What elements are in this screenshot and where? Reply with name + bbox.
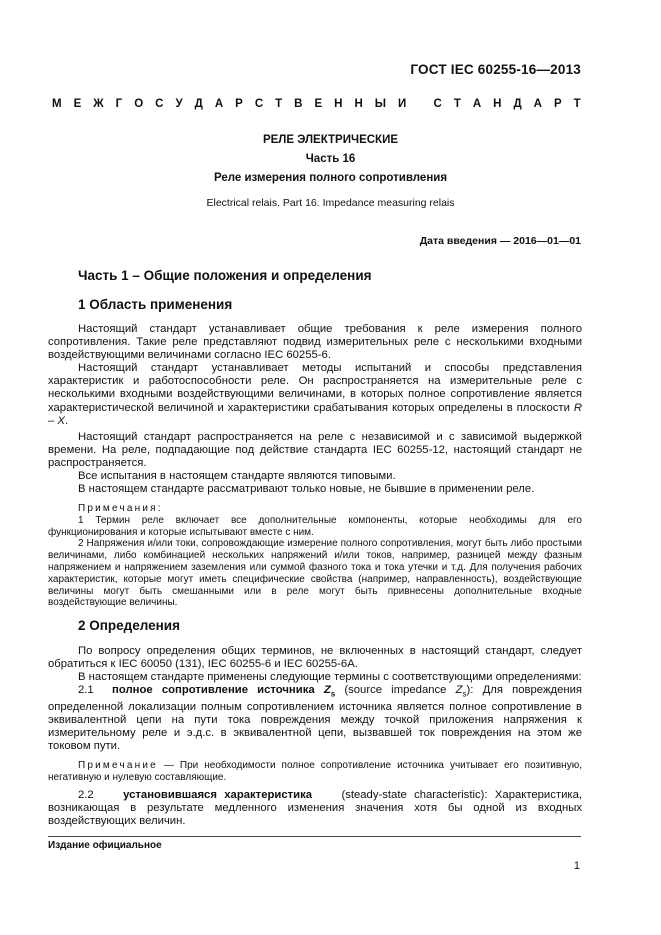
- plane-variable: R – X: [48, 401, 583, 427]
- title-line-3: Реле измерения полного сопротивления: [213, 172, 448, 184]
- banner-letter: С: [155, 98, 164, 110]
- paragraph: В настоящем стандарте рассматривают только новые, не бывшие в применении реле.: [78, 483, 535, 496]
- standard-number: ГОСТ IEC 60255-16—2013: [410, 62, 581, 77]
- banner-letter: Н: [493, 98, 502, 110]
- edition-label: Издание официальное: [48, 840, 162, 851]
- title-line-1: РЕЛЕ ЭЛЕКТРИЧЕСКИЕ: [262, 134, 399, 146]
- banner-letter: А: [472, 98, 482, 110]
- section1-notes: [48, 503, 582, 609]
- paragraph: Настоящий стандарт устанавливает общие требования к реле измерения полного сопротивления. Такие реле представляют подвид измерительных реле с несколькими входными воздействующими величинами согласно IEC 60255-6.: [48, 323, 582, 362]
- banner-letter: Д: [194, 98, 203, 110]
- note: 1 Термин реле включает все дополнительные компоненты, которые необходимы для его функционирования и которые испытывают вместе с ним.: [48, 514, 582, 538]
- section2-note: [48, 760, 582, 784]
- paragraph: Все испытания в настоящем стандарте являются типовыми.: [78, 470, 396, 483]
- banner-letter: А: [214, 98, 224, 110]
- banner-letter: Р: [553, 98, 562, 110]
- definition-2-2: 2.2 установившаяся характеристика (steady-state characteristic): Характеристика, возникающая в результате медленного изменения значения хотя бы одной из входных воздействующих величин.: [48, 789, 582, 828]
- notes-label: Примечания:: [78, 503, 163, 514]
- banner-letter: Д: [513, 98, 522, 110]
- title-line-2: Часть 16: [305, 153, 356, 165]
- footer-divider: [48, 836, 581, 837]
- banner-letter: Н: [354, 98, 363, 110]
- title-english: Electrical relais. Part 16. Impedance measuring relais: [206, 197, 455, 209]
- section2-body: [48, 645, 582, 753]
- banner-letter: В: [294, 98, 303, 110]
- page-number: 1: [573, 860, 580, 872]
- banner-letter: Т: [453, 98, 461, 110]
- banner-letter: С: [433, 98, 442, 110]
- banner-letter: Т: [573, 98, 581, 110]
- section2-heading: 2 Определения: [78, 618, 180, 633]
- banner-letter: Ж: [93, 98, 104, 110]
- note-text: — При необходимости полное сопротивление источника учитывает его позитивную, негативную и нулевую составляющие.: [48, 760, 582, 783]
- banner-letter: Т: [275, 98, 283, 110]
- paragraph: В настоящем стандарте применены следующие термины с соответствующими определениями:: [78, 671, 582, 684]
- paragraph: Настоящий стандарт устанавливает методы испытаний и способы представления характеристик и работоспособности реле. Он распространяется на измерительные реле с несколькими входными воздействующими величинами, в которых полное сопротивление является характеристической величиной и характеристики срабатывания которых определены в плоскости R – X.: [48, 362, 583, 427]
- banner-letter: Е: [314, 98, 323, 110]
- interstate-standard-banner: [52, 98, 581, 110]
- section1-heading: 1 Область применения: [78, 297, 233, 312]
- banner-letter: Е: [73, 98, 82, 110]
- banner-letter: М: [52, 98, 62, 110]
- section1-body: [48, 323, 582, 496]
- banner-letter: [418, 98, 421, 110]
- banner-letter: С: [254, 98, 264, 110]
- paragraph: По вопросу определения общих терминов, не включенных в настоящий стандарт, следует обратиться к IEC 60050 (131), IEC 60255-6 и IEC 60255-6A.: [48, 645, 582, 671]
- note-label: Примечание: [78, 760, 158, 771]
- date-introduced: Дата введения — 2016—01—01: [419, 235, 581, 247]
- banner-letter: Ы: [374, 98, 387, 110]
- banner-letter: Н: [334, 98, 343, 110]
- banner-letter: О: [134, 98, 144, 110]
- banner-letter: А: [533, 98, 542, 110]
- banner-letter: Г: [115, 98, 123, 110]
- note: 2 Напряжения и/или токи, сопровождающие измерение полного сопротивления, могут быть либо простыми величинами, либо комбинацией нескольких напряжений и/или токов, например, разницей между фазным напряжением и напряжением заземления или суммой фазного тока и тока утечки и т.д. Для получения рабочих характеристик, которые могут иметь специфические свойства (например, направленность), воздействующие величины могут быть смешанными или в реле могут быть привнесены дополнительные входные воздействующие величины.: [48, 538, 582, 609]
- banner-letter: Р: [235, 98, 243, 110]
- part1-heading: Часть 1 – Общие положения и определения: [78, 268, 372, 283]
- banner-letter: Й: [398, 98, 407, 110]
- paragraph: Настоящий стандарт распространяется на реле с независимой и с зависимой выдержкой времени. На реле, подпадающие под действие стандарта IEC 60255-12, настоящий стандарт не распространяется.: [48, 430, 582, 469]
- definition-2-1: 2.1 полное сопротивление источника $Z_s$ (source impedance $Z_s$): Для повреждения определенной локализации полным сопротивлением источника является полное сопротивление в эквивалентной цепи на пути тока повреждения между точкой приложения напряжения к измерительному реле и э.д.с. в эквивалентной цепи, вызвавшей ток повреждения на этом же токовом пути.: [48, 684, 583, 752]
- banner-letter: У: [175, 98, 183, 110]
